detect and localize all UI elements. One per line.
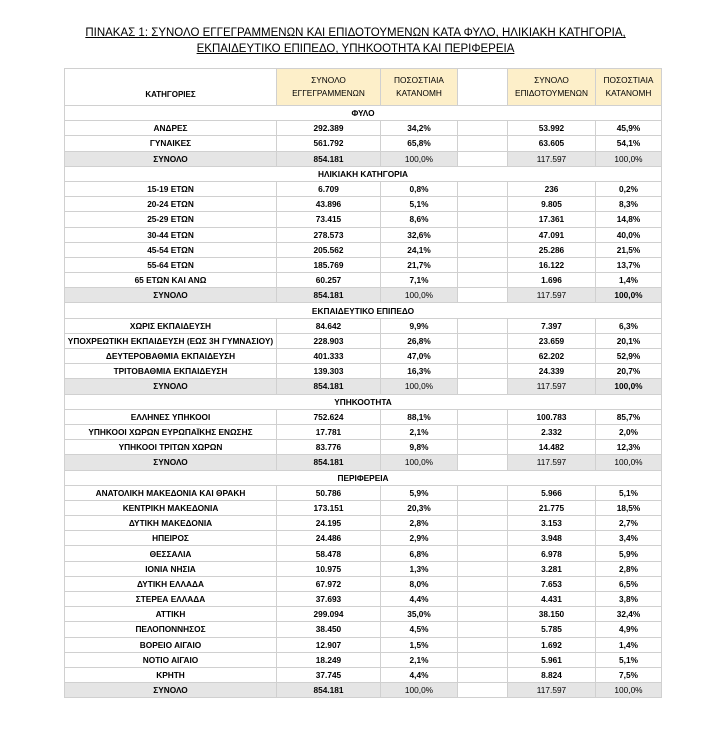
subsidized-pct: 8,3% [596, 197, 662, 212]
registered-value: 84.642 [277, 318, 381, 333]
spacer-cell [458, 257, 508, 272]
row-label: ΑΝΔΡΕΣ [65, 121, 277, 136]
row-label: ΚΡΗΤΗ [65, 667, 277, 682]
registered-value: 854.181 [277, 288, 381, 303]
subsidized-value: 21.775 [508, 500, 596, 515]
registered-pct: 1,5% [381, 637, 458, 652]
header-spacer [458, 69, 508, 106]
row-label: ΚΕΝΤΡΙΚΗ ΜΑΚΕΔΟΝΙΑ [65, 500, 277, 515]
total-row [65, 288, 662, 303]
table-row [65, 531, 662, 546]
table-row [65, 349, 662, 364]
registered-pct: 0,8% [381, 181, 458, 196]
subsidized-pct: 2,0% [596, 424, 662, 439]
row-label: ΣΥΝΟΛΟ [65, 455, 277, 470]
registered-pct: 20,3% [381, 500, 458, 515]
table-row [65, 227, 662, 242]
subsidized-pct: 3,4% [596, 531, 662, 546]
table-row [65, 212, 662, 227]
table-row [65, 333, 662, 348]
spacer-cell [458, 683, 508, 698]
row-label: ΘΕΣΣΑΛΙΑ [65, 546, 277, 561]
row-label: ΒΟΡΕΙΟ ΑΙΓΑΙΟ [65, 637, 277, 652]
section-header-row [65, 106, 662, 121]
statistics-table [64, 68, 662, 698]
table-row [65, 273, 662, 288]
row-label: 45-54 ΕΤΩΝ [65, 242, 277, 257]
registered-value: 18.249 [277, 652, 381, 667]
subsidized-pct: 5,1% [596, 485, 662, 500]
registered-value: 173.151 [277, 500, 381, 515]
registered-pct: 24,1% [381, 242, 458, 257]
spacer-cell [458, 349, 508, 364]
subsidized-pct: 6,5% [596, 576, 662, 591]
section-header-row [65, 470, 662, 485]
registered-pct: 100,0% [381, 379, 458, 394]
registered-pct: 9,9% [381, 318, 458, 333]
spacer-cell [458, 333, 508, 348]
registered-pct: 2,1% [381, 652, 458, 667]
subsidized-pct: 1,4% [596, 273, 662, 288]
table-row [65, 607, 662, 622]
subsidized-value: 25.286 [508, 242, 596, 257]
registered-value: 43.896 [277, 197, 381, 212]
section-header-row [65, 394, 662, 409]
subsidized-pct: 4,9% [596, 622, 662, 637]
section-title: ΗΛΙΚΙΑΚΗ ΚΑΤΗΓΟΡΙΑ [65, 166, 662, 181]
row-label: ΝΟΤΙΟ ΑΙΓΑΙΟ [65, 652, 277, 667]
header-categories: ΚΑΤΗΓΟΡΙΕΣ [65, 69, 277, 106]
table-row [65, 637, 662, 652]
registered-pct: 5,9% [381, 485, 458, 500]
row-label: ΣΥΝΟΛΟ [65, 151, 277, 166]
spacer-cell [458, 197, 508, 212]
row-label: ΔΥΤΙΚΗ ΜΑΚΕΔΟΝΙΑ [65, 516, 277, 531]
registered-value: 854.181 [277, 151, 381, 166]
table-row [65, 485, 662, 500]
registered-value: 401.333 [277, 349, 381, 364]
subsidized-pct: 13,7% [596, 257, 662, 272]
spacer-cell [458, 121, 508, 136]
total-row [65, 151, 662, 166]
title-line-1: ΠΙΝΑΚΑΣ 1: ΣΥΝΟΛΟ ΕΓΓΕΓΡΑΜΜΕΝΩΝ ΚΑΙ ΕΠΙΔΟΤΟΥΜΕΝΩΝ ΚΑΤΑ ΦΥΛΟ, ΗΛΙΚΙΑΚΗ ΚΑΤΗΓΟΡΙΑ, [85, 27, 626, 39]
subsidized-value: 7.397 [508, 318, 596, 333]
spacer-cell [458, 212, 508, 227]
table-row [65, 622, 662, 637]
table-header-row [65, 69, 662, 106]
subsidized-value: 236 [508, 181, 596, 196]
registered-value: 38.450 [277, 622, 381, 637]
section-header-row [65, 166, 662, 181]
document-title [0, 25, 711, 57]
registered-value: 185.769 [277, 257, 381, 272]
registered-pct: 5,1% [381, 197, 458, 212]
registered-pct: 4,4% [381, 667, 458, 682]
registered-pct: 2,9% [381, 531, 458, 546]
subsidized-value: 3.153 [508, 516, 596, 531]
subsidized-value: 24.339 [508, 364, 596, 379]
registered-value: 854.181 [277, 455, 381, 470]
row-label: ΣΥΝΟΛΟ [65, 288, 277, 303]
row-label: 55-64 ΕΤΩΝ [65, 257, 277, 272]
registered-value: 58.478 [277, 546, 381, 561]
subsidized-pct: 100,0% [596, 151, 662, 166]
subsidized-value: 117.597 [508, 683, 596, 698]
table-row [65, 424, 662, 439]
table-row [65, 516, 662, 531]
subsidized-value: 117.597 [508, 455, 596, 470]
subsidized-pct: 7,5% [596, 667, 662, 682]
registered-pct: 47,0% [381, 349, 458, 364]
registered-pct: 4,4% [381, 592, 458, 607]
spacer-cell [458, 409, 508, 424]
table-row [65, 181, 662, 196]
row-label: 25-29 ΕΤΩΝ [65, 212, 277, 227]
subsidized-pct: 32,4% [596, 607, 662, 622]
subsidized-value: 1.696 [508, 273, 596, 288]
registered-pct: 100,0% [381, 683, 458, 698]
subsidized-value: 23.659 [508, 333, 596, 348]
spacer-cell [458, 181, 508, 196]
registered-value: 854.181 [277, 379, 381, 394]
registered-pct: 100,0% [381, 288, 458, 303]
total-row [65, 379, 662, 394]
spacer-cell [458, 652, 508, 667]
subsidized-pct: 20,1% [596, 333, 662, 348]
registered-value: 278.573 [277, 227, 381, 242]
table-row [65, 136, 662, 151]
section-header-row [65, 303, 662, 318]
subsidized-pct: 12,3% [596, 440, 662, 455]
row-label: ΣΥΝΟΛΟ [65, 683, 277, 698]
subsidized-value: 17.361 [508, 212, 596, 227]
spacer-cell [458, 379, 508, 394]
spacer-cell [458, 227, 508, 242]
registered-pct: 26,8% [381, 333, 458, 348]
table-row [65, 409, 662, 424]
subsidized-value: 5.785 [508, 622, 596, 637]
table-row [65, 121, 662, 136]
subsidized-pct: 100,0% [596, 455, 662, 470]
row-label: ΣΥΝΟΛΟ [65, 379, 277, 394]
table-row [65, 652, 662, 667]
row-label: 30-44 ΕΤΩΝ [65, 227, 277, 242]
row-label: ΗΠΕΙΡΟΣ [65, 531, 277, 546]
table-row [65, 440, 662, 455]
row-label: ΕΛΛΗΝΕΣ ΥΠΗΚΟΟΙ [65, 409, 277, 424]
table-row [65, 242, 662, 257]
spacer-cell [458, 455, 508, 470]
registered-pct: 100,0% [381, 455, 458, 470]
header-pct-registered: ΠΟΣΟΣΤΙΑΙΑ ΚΑΤΑΝΟΜΗ [381, 69, 458, 106]
registered-pct: 21,7% [381, 257, 458, 272]
subsidized-value: 3.281 [508, 561, 596, 576]
row-label: ΓΥΝΑΙΚΕΣ [65, 136, 277, 151]
row-label: ΥΠΟΧΡΕΩΤΙΚΗ ΕΚΠΑΙΔΕΥΣΗ (ΕΩΣ 3Η ΓΥΜΝΑΣΙΟΥ) [65, 333, 277, 348]
table-row [65, 257, 662, 272]
subsidized-pct: 100,0% [596, 379, 662, 394]
table-row [65, 197, 662, 212]
registered-pct: 88,1% [381, 409, 458, 424]
row-label: ΔΕΥΤΕΡΟΒΑΘΜΙΑ ΕΚΠΑΙΔΕΥΣΗ [65, 349, 277, 364]
spacer-cell [458, 151, 508, 166]
spacer-cell [458, 242, 508, 257]
subsidized-value: 3.948 [508, 531, 596, 546]
subsidized-pct: 2,8% [596, 561, 662, 576]
registered-pct: 32,6% [381, 227, 458, 242]
table-row [65, 318, 662, 333]
spacer-cell [458, 288, 508, 303]
subsidized-pct: 85,7% [596, 409, 662, 424]
subsidized-value: 117.597 [508, 288, 596, 303]
registered-pct: 9,8% [381, 440, 458, 455]
row-label: ΑΤΤΙΚΗ [65, 607, 277, 622]
subsidized-value: 47.091 [508, 227, 596, 242]
row-label: ΔΥΤΙΚΗ ΕΛΛΑΔΑ [65, 576, 277, 591]
table-row [65, 667, 662, 682]
spacer-cell [458, 531, 508, 546]
subsidized-pct: 5,9% [596, 546, 662, 561]
table-row [65, 546, 662, 561]
spacer-cell [458, 424, 508, 439]
subsidized-value: 8.824 [508, 667, 596, 682]
subsidized-value: 2.332 [508, 424, 596, 439]
row-label: ΥΠΗΚΟΟΙ ΧΩΡΩΝ ΕΥΡΩΠΑΪΚΗΣ ΕΝΩΣΗΣ [65, 424, 277, 439]
header-subsidized: ΣΥΝΟΛΟ ΕΠΙΔΟΤΟΥΜΕΝΩΝ [508, 69, 596, 106]
header-pct-subsidized: ΠΟΣΟΣΤΙΑΙΑ ΚΑΤΑΝΟΜΗ [596, 69, 662, 106]
subsidized-value: 5.961 [508, 652, 596, 667]
spacer-cell [458, 637, 508, 652]
table-row [65, 592, 662, 607]
row-label: ΥΠΗΚΟΟΙ ΤΡΙΤΩΝ ΧΩΡΩΝ [65, 440, 277, 455]
section-title: ΦΥΛΟ [65, 106, 662, 121]
spacer-cell [458, 592, 508, 607]
row-label: 65 ΕΤΩΝ ΚΑΙ ΑΝΩ [65, 273, 277, 288]
spacer-cell [458, 561, 508, 576]
spacer-cell [458, 364, 508, 379]
registered-value: 6.709 [277, 181, 381, 196]
subsidized-value: 62.202 [508, 349, 596, 364]
registered-pct: 100,0% [381, 151, 458, 166]
spacer-cell [458, 622, 508, 637]
registered-value: 854.181 [277, 683, 381, 698]
row-label: ΑΝΑΤΟΛΙΚΗ ΜΑΚΕΔΟΝΙΑ ΚΑΙ ΘΡΑΚΗ [65, 485, 277, 500]
spacer-cell [458, 318, 508, 333]
registered-pct: 7,1% [381, 273, 458, 288]
row-label: ΣΤΕΡΕΑ ΕΛΛΑΔΑ [65, 592, 277, 607]
subsidized-value: 63.605 [508, 136, 596, 151]
spacer-cell [458, 273, 508, 288]
subsidized-pct: 6,3% [596, 318, 662, 333]
subsidized-pct: 14,8% [596, 212, 662, 227]
subsidized-value: 4.431 [508, 592, 596, 607]
row-label: ΙΟΝΙΑ ΝΗΣΙΑ [65, 561, 277, 576]
subsidized-pct: 100,0% [596, 683, 662, 698]
subsidized-value: 100.783 [508, 409, 596, 424]
registered-pct: 35,0% [381, 607, 458, 622]
total-row [65, 683, 662, 698]
registered-value: 139.303 [277, 364, 381, 379]
registered-value: 50.786 [277, 485, 381, 500]
spacer-cell [458, 516, 508, 531]
registered-value: 205.562 [277, 242, 381, 257]
subsidized-pct: 54,1% [596, 136, 662, 151]
subsidized-value: 1.692 [508, 637, 596, 652]
title-line-2: ΕΚΠΑΙΔΕΥΤΙΚΟ ΕΠΙΠΕΔΟ, ΥΠΗΚΟΟΤΗΤΑ ΚΑΙ ΠΕΡΙΦΕΡΕΙΑ [196, 43, 515, 55]
registered-pct: 6,8% [381, 546, 458, 561]
table-row [65, 364, 662, 379]
subsidized-value: 117.597 [508, 379, 596, 394]
total-row [65, 455, 662, 470]
registered-pct: 65,8% [381, 136, 458, 151]
registered-value: 752.624 [277, 409, 381, 424]
row-label: ΠΕΛΟΠΟΝΝΗΣΟΣ [65, 622, 277, 637]
registered-value: 299.094 [277, 607, 381, 622]
registered-pct: 2,1% [381, 424, 458, 439]
spacer-cell [458, 500, 508, 515]
registered-value: 83.776 [277, 440, 381, 455]
registered-value: 17.781 [277, 424, 381, 439]
table-row [65, 500, 662, 515]
registered-value: 24.195 [277, 516, 381, 531]
registered-pct: 16,3% [381, 364, 458, 379]
spacer-cell [458, 440, 508, 455]
registered-value: 37.745 [277, 667, 381, 682]
row-label: 20-24 ΕΤΩΝ [65, 197, 277, 212]
subsidized-value: 117.597 [508, 151, 596, 166]
registered-value: 67.972 [277, 576, 381, 591]
registered-value: 12.907 [277, 637, 381, 652]
subsidized-pct: 3,8% [596, 592, 662, 607]
spacer-cell [458, 607, 508, 622]
subsidized-value: 53.992 [508, 121, 596, 136]
header-registered: ΣΥΝΟΛΟ ΕΓΓΕΓΡΑΜΜΕΝΩΝ [277, 69, 381, 106]
registered-pct: 8,0% [381, 576, 458, 591]
subsidized-value: 9.805 [508, 197, 596, 212]
row-label: ΧΩΡΙΣ ΕΚΠΑΙΔΕΥΣΗ [65, 318, 277, 333]
spacer-cell [458, 136, 508, 151]
section-title: ΕΚΠΑΙΔΕΥΤΙΚΟ ΕΠΙΠΕΔΟ [65, 303, 662, 318]
registered-pct: 8,6% [381, 212, 458, 227]
spacer-cell [458, 485, 508, 500]
registered-pct: 34,2% [381, 121, 458, 136]
registered-value: 60.257 [277, 273, 381, 288]
registered-value: 292.389 [277, 121, 381, 136]
section-title: ΥΠΗΚΟΟΤΗΤΑ [65, 394, 662, 409]
subsidized-pct: 52,9% [596, 349, 662, 364]
subsidized-pct: 40,0% [596, 227, 662, 242]
subsidized-pct: 5,1% [596, 652, 662, 667]
table-row [65, 561, 662, 576]
table-row [65, 576, 662, 591]
subsidized-pct: 20,7% [596, 364, 662, 379]
subsidized-pct: 2,7% [596, 516, 662, 531]
registered-pct: 1,3% [381, 561, 458, 576]
subsidized-value: 5.966 [508, 485, 596, 500]
registered-value: 10.975 [277, 561, 381, 576]
registered-value: 561.792 [277, 136, 381, 151]
subsidized-value: 16.122 [508, 257, 596, 272]
row-label: ΤΡΙΤΟΒΑΘΜΙΑ ΕΚΠΑΙΔΕΥΣΗ [65, 364, 277, 379]
row-label: 15-19 ΕΤΩΝ [65, 181, 277, 196]
section-title: ΠΕΡΙΦΕΡΕΙΑ [65, 470, 662, 485]
subsidized-pct: 0,2% [596, 181, 662, 196]
subsidized-value: 14.482 [508, 440, 596, 455]
spacer-cell [458, 576, 508, 591]
spacer-cell [458, 546, 508, 561]
subsidized-value: 6.978 [508, 546, 596, 561]
registered-pct: 4,5% [381, 622, 458, 637]
registered-pct: 2,8% [381, 516, 458, 531]
registered-value: 37.693 [277, 592, 381, 607]
subsidized-pct: 21,5% [596, 242, 662, 257]
registered-value: 73.415 [277, 212, 381, 227]
subsidized-pct: 1,4% [596, 637, 662, 652]
registered-value: 228.903 [277, 333, 381, 348]
subsidized-pct: 18,5% [596, 500, 662, 515]
subsidized-pct: 45,9% [596, 121, 662, 136]
registered-value: 24.486 [277, 531, 381, 546]
subsidized-value: 7.653 [508, 576, 596, 591]
subsidized-value: 38.150 [508, 607, 596, 622]
subsidized-pct: 100,0% [596, 288, 662, 303]
spacer-cell [458, 667, 508, 682]
